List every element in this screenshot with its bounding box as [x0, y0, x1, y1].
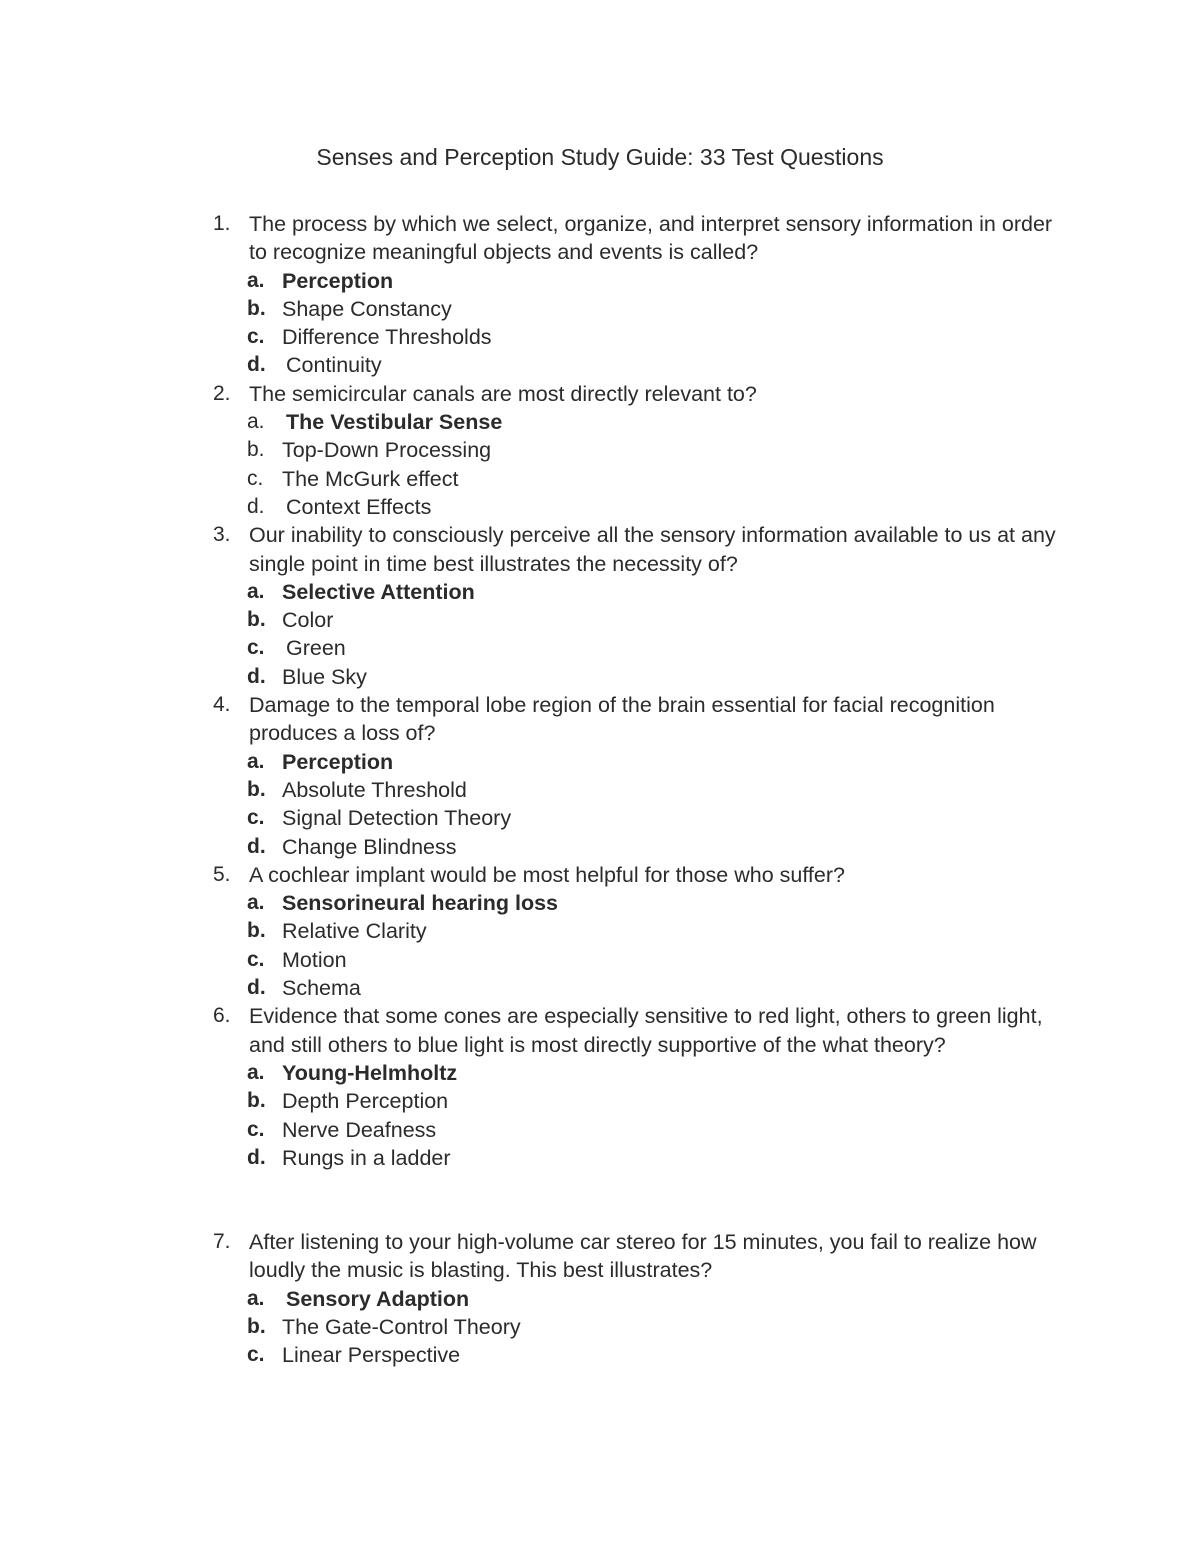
option-letter: b.	[247, 777, 266, 801]
option-text: Difference Thresholds	[282, 325, 492, 350]
option-letter: d.	[247, 834, 266, 858]
option-letter: a.	[247, 268, 265, 292]
option-letter: c.	[247, 325, 265, 349]
answer-options	[0, 748, 1200, 861]
answer-option	[0, 606, 1200, 634]
option-letter: a.	[247, 891, 265, 915]
question-text: The semicircular canals are most directly relevant to?	[249, 381, 757, 406]
answer-options	[0, 578, 1200, 691]
option-text: Continuity	[286, 353, 382, 378]
answer-option	[0, 833, 1200, 861]
answer-option	[0, 917, 1200, 945]
question-number: 5.	[213, 862, 231, 886]
answer-options	[0, 889, 1200, 1002]
answer-option	[0, 465, 1200, 493]
option-text: Schema	[282, 976, 361, 1001]
option-letter: a.	[247, 1286, 265, 1310]
correct-answer: The Vestibular Sense	[286, 410, 503, 435]
option-text: The McGurk effect	[282, 466, 459, 491]
option-text: Linear Perspective	[282, 1343, 461, 1368]
correct-answer: Perception	[282, 749, 394, 774]
question-number: 4.	[213, 693, 231, 717]
option-text: Blue Sky	[282, 664, 367, 689]
answer-option	[0, 351, 1200, 379]
answer-option	[0, 578, 1200, 606]
question-number: 6.	[213, 1004, 231, 1028]
option-letter: b.	[247, 608, 266, 632]
correct-answer: Perception	[282, 268, 394, 293]
option-text: Green	[286, 636, 346, 661]
answer-option	[0, 974, 1200, 1002]
answer-option	[0, 1144, 1200, 1172]
option-letter: c.	[247, 806, 265, 830]
question-text: Evidence that some cones are especially sensitive to red light, others to green light, and still others to blue light is most directly supportive of the what theory?	[249, 1004, 1043, 1057]
question-5	[0, 861, 1200, 1002]
option-text: The Gate-Control Theory	[282, 1314, 521, 1339]
question-text: Damage to the temporal lobe region of the brain essential for facial recognition produces a loss of?	[249, 693, 995, 746]
question-4	[0, 691, 1200, 861]
option-letter: b.	[247, 296, 266, 320]
option-text: Relative Clarity	[282, 919, 427, 944]
option-letter: c.	[247, 466, 264, 490]
answer-option	[0, 889, 1200, 917]
option-text: Change Blindness	[282, 834, 457, 859]
question-list	[0, 210, 1200, 1370]
answer-option	[0, 1285, 1200, 1313]
answer-options	[0, 1059, 1200, 1172]
question-text: Our inability to consciously perceive all the sensory information available to us at any single point in time best illustrates the necessity of?	[249, 523, 1056, 576]
answer-option	[0, 1116, 1200, 1144]
question-number: 3.	[213, 523, 231, 547]
correct-answer: Selective Attention	[282, 579, 475, 604]
option-letter: d.	[247, 976, 266, 1000]
question-2	[0, 380, 1200, 521]
question-number: 2.	[213, 381, 231, 405]
question-7	[0, 1228, 1200, 1369]
question-3	[0, 521, 1200, 691]
question-text: A cochlear implant would be most helpful for those who suffer?	[249, 862, 845, 887]
option-text: Top-Down Processing	[282, 438, 492, 463]
question-number: 1.	[213, 212, 231, 235]
option-text: Absolute Threshold	[282, 777, 467, 802]
question-6	[0, 1002, 1200, 1172]
option-letter: c.	[247, 1117, 265, 1141]
option-letter: a.	[247, 579, 265, 603]
answer-option	[0, 663, 1200, 691]
question-text: The process by which we select, organize, and interpret sensory information in order to recognize meaningful objects and events is called?	[249, 212, 1053, 265]
answer-option	[0, 946, 1200, 974]
answer-option	[0, 634, 1200, 662]
answer-option	[0, 323, 1200, 351]
answer-option	[0, 436, 1200, 464]
answer-options	[0, 408, 1200, 521]
option-letter: b.	[247, 1314, 266, 1338]
answer-option	[0, 1313, 1200, 1341]
answer-option	[0, 493, 1200, 521]
correct-answer: Young-Helmholtz	[282, 1060, 458, 1085]
option-text: Shape Constancy	[282, 296, 452, 321]
question-1	[0, 210, 1200, 380]
option-letter: c.	[247, 636, 265, 660]
answer-option	[0, 295, 1200, 323]
option-letter: b.	[247, 1089, 266, 1113]
option-letter: d.	[247, 664, 266, 688]
answer-option	[0, 1341, 1200, 1369]
option-letter: a.	[247, 410, 265, 434]
question-number: 7.	[213, 1230, 231, 1254]
option-text: Rungs in a ladder	[282, 1145, 451, 1170]
option-letter: b.	[247, 438, 265, 462]
answer-option	[0, 748, 1200, 776]
option-letter: b.	[247, 919, 266, 943]
option-text: Motion	[282, 947, 347, 972]
option-text: Context Effects	[286, 494, 432, 519]
answer-option	[0, 1087, 1200, 1115]
option-text: Nerve Deafness	[282, 1117, 437, 1142]
correct-answer: Sensorineural hearing loss	[282, 891, 559, 916]
question-text: After listening to your high-volume car stereo for 15 minutes, you fail to realize how loudly the music is blasting. This best illustrates?	[249, 1230, 1037, 1283]
answer-option	[0, 267, 1200, 295]
option-text: Signal Detection Theory	[282, 806, 512, 831]
document-title: Senses and Perception Study Guide: 33 Test Questions	[316, 144, 884, 170]
option-letter: d.	[247, 353, 266, 377]
answer-options	[0, 267, 1200, 380]
answer-option	[0, 408, 1200, 436]
option-letter: d.	[247, 1145, 266, 1169]
option-letter: c.	[247, 947, 265, 971]
answer-option	[0, 776, 1200, 804]
answer-option	[0, 804, 1200, 832]
correct-answer: Sensory Adaption	[286, 1286, 470, 1311]
option-letter: d.	[247, 494, 265, 518]
answer-options	[0, 1285, 1200, 1370]
option-text: Color	[282, 608, 334, 633]
option-letter: c.	[247, 1343, 265, 1367]
option-letter: a.	[247, 749, 265, 773]
answer-option	[0, 1059, 1200, 1087]
option-letter: a.	[247, 1060, 265, 1084]
option-text: Depth Perception	[282, 1089, 449, 1114]
